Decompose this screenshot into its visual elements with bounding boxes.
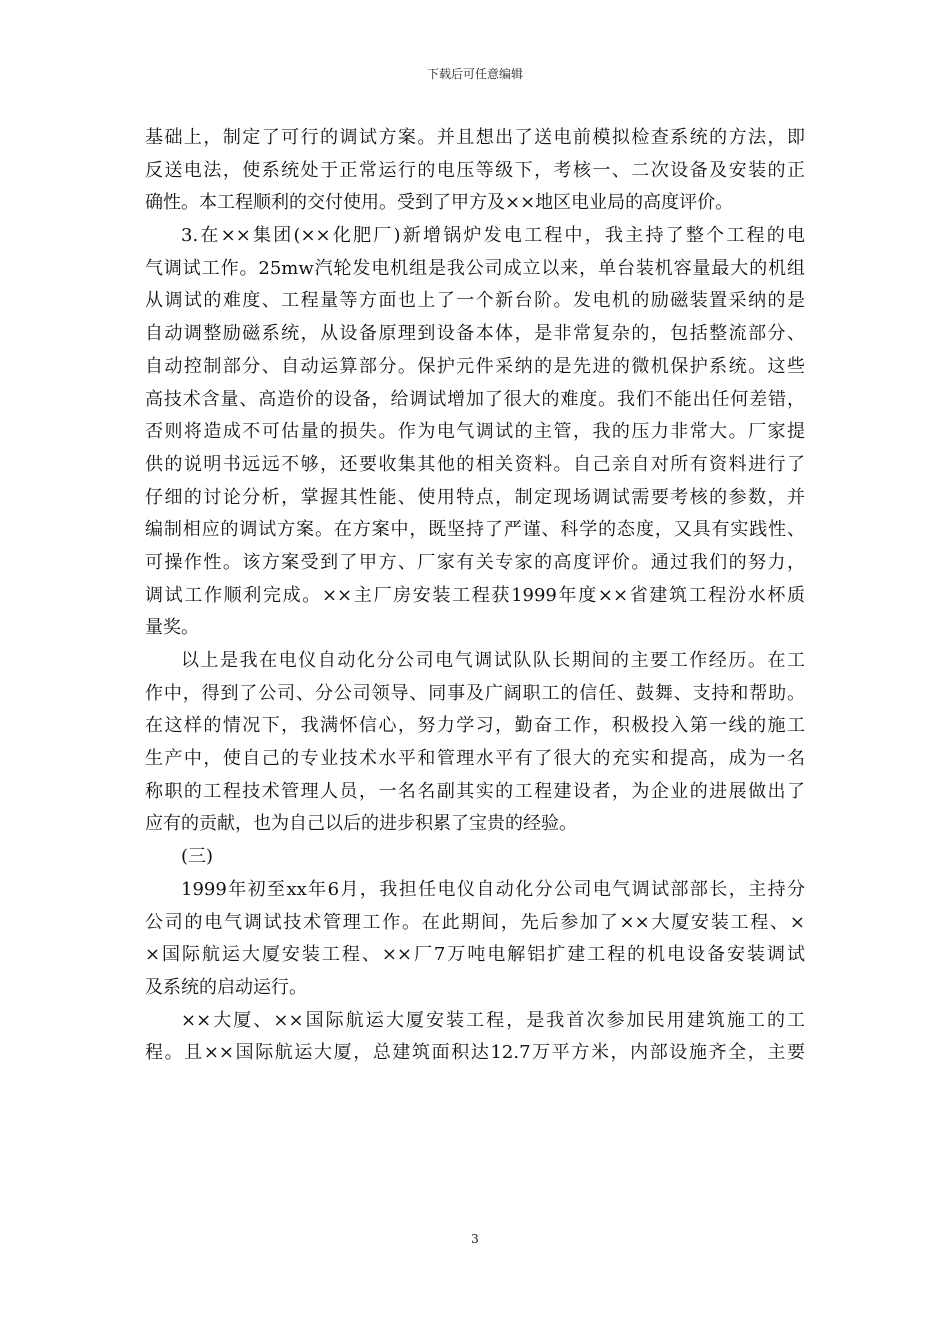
text-line: 应有的贡献，也为自己以后的进步积累了宝贵的经验。 xyxy=(145,813,577,835)
text-line: ×国际航运大厦安装工程、××厂7万吨电解铝扩建工程的机电设备安装调试 xyxy=(145,944,805,966)
text-line: 程。且××国际航运大厦，总建筑面积达12.7万平方米，内部设施齐全，主要 xyxy=(145,1042,805,1064)
text-line: ××大厦、××国际航运大厦安装工程，是我首次参加民用建筑施工的工 xyxy=(181,1009,805,1031)
text-line: (三) xyxy=(181,846,214,868)
text-line: 3.在××集团(××化肥厂)新增锅炉发电工程中，我主持了整个工程的电 xyxy=(181,225,805,247)
text-line: 1999年初至xx年6月，我担任电仪自动化分公司电气调试部部长，主持分 xyxy=(181,878,805,900)
text-line: 高技术含量、高造价的设备，给调试增加了很大的难度。我们不能出任何差错， xyxy=(145,388,805,410)
text-line: 确性。本工程顺利的交付使用。受到了甲方及××地区电业局的高度评价。 xyxy=(145,192,734,214)
text-line: 从调试的难度、工程量等方面也上了一个新台阶。发电机的励磁装置采纳的是 xyxy=(145,290,805,312)
text-line: 及系统的启动运行。 xyxy=(145,976,307,998)
text-line: 供的说明书远远不够，还要收集其他的相关资料。自己亲自对所有资料进行了 xyxy=(145,453,805,475)
document-body xyxy=(145,122,805,1070)
text-line: 生产中，使自己的专业技术水平和管理水平有了很大的充实和提高，成为一名 xyxy=(145,748,805,770)
text-line: 在这样的情况下，我满怀信心，努力学习，勤奋工作，积极投入第一线的施工 xyxy=(145,715,805,737)
page-header: 下载后可任意编辑 xyxy=(426,67,523,81)
text-line: 否则将造成不可估量的损失。作为电气调试的主管，我的压力非常大。厂家提 xyxy=(145,421,805,443)
text-line: 称职的工程技术管理人员，一名名副其实的工程建设者，为企业的进展做出了 xyxy=(145,780,805,802)
text-line: 可操作性。该方案受到了甲方、厂家有关专家的高度评价。通过我们的努力， xyxy=(145,551,805,573)
text-line: 基础上，制定了可行的调试方案。并且想出了送电前模拟检查系统的方法，即 xyxy=(145,127,805,148)
text-line: 气调试工作。25mw汽轮发电机组是我公司成立以来，单台装机容量最大的机组 xyxy=(145,257,805,279)
text-line: 作中，得到了公司、分公司领导、同事及广阔职工的信任、鼓舞、支持和帮助。 xyxy=(145,682,805,704)
text-line: 量奖。 xyxy=(145,617,199,639)
text-line: 编制相应的调试方案。在方案中，既坚持了严谨、科学的态度，又具有实践性、 xyxy=(145,519,805,541)
text-line: 调试工作顺利完成。××主厂房安装工程获1999年度××省建筑工程汾水杯质 xyxy=(145,584,805,606)
page-number: 3 xyxy=(471,1232,479,1246)
text-line: 自动调整励磁系统，从设备原理到设备本体，是非常复杂的，包括整流部分、 xyxy=(145,323,805,345)
text-line: 仔细的讨论分析，掌握其性能、使用特点，制定现场调试需要考核的参数，并 xyxy=(145,486,805,508)
text-line: 自动控制部分、自动运算部分。保护元件采纳的是先进的微机保护系统。这些 xyxy=(145,355,805,377)
text-line: 以上是我在电仪自动化分公司电气调试队队长期间的主要工作经历。在工 xyxy=(181,650,805,671)
text-line: 反送电法，使系统处于正常运行的电压等级下，考核一、二次设备及安装的正 xyxy=(145,159,805,181)
text-line: 公司的电气调试技术管理工作。在此期间，先后参加了××大厦安装工程、× xyxy=(145,911,805,933)
